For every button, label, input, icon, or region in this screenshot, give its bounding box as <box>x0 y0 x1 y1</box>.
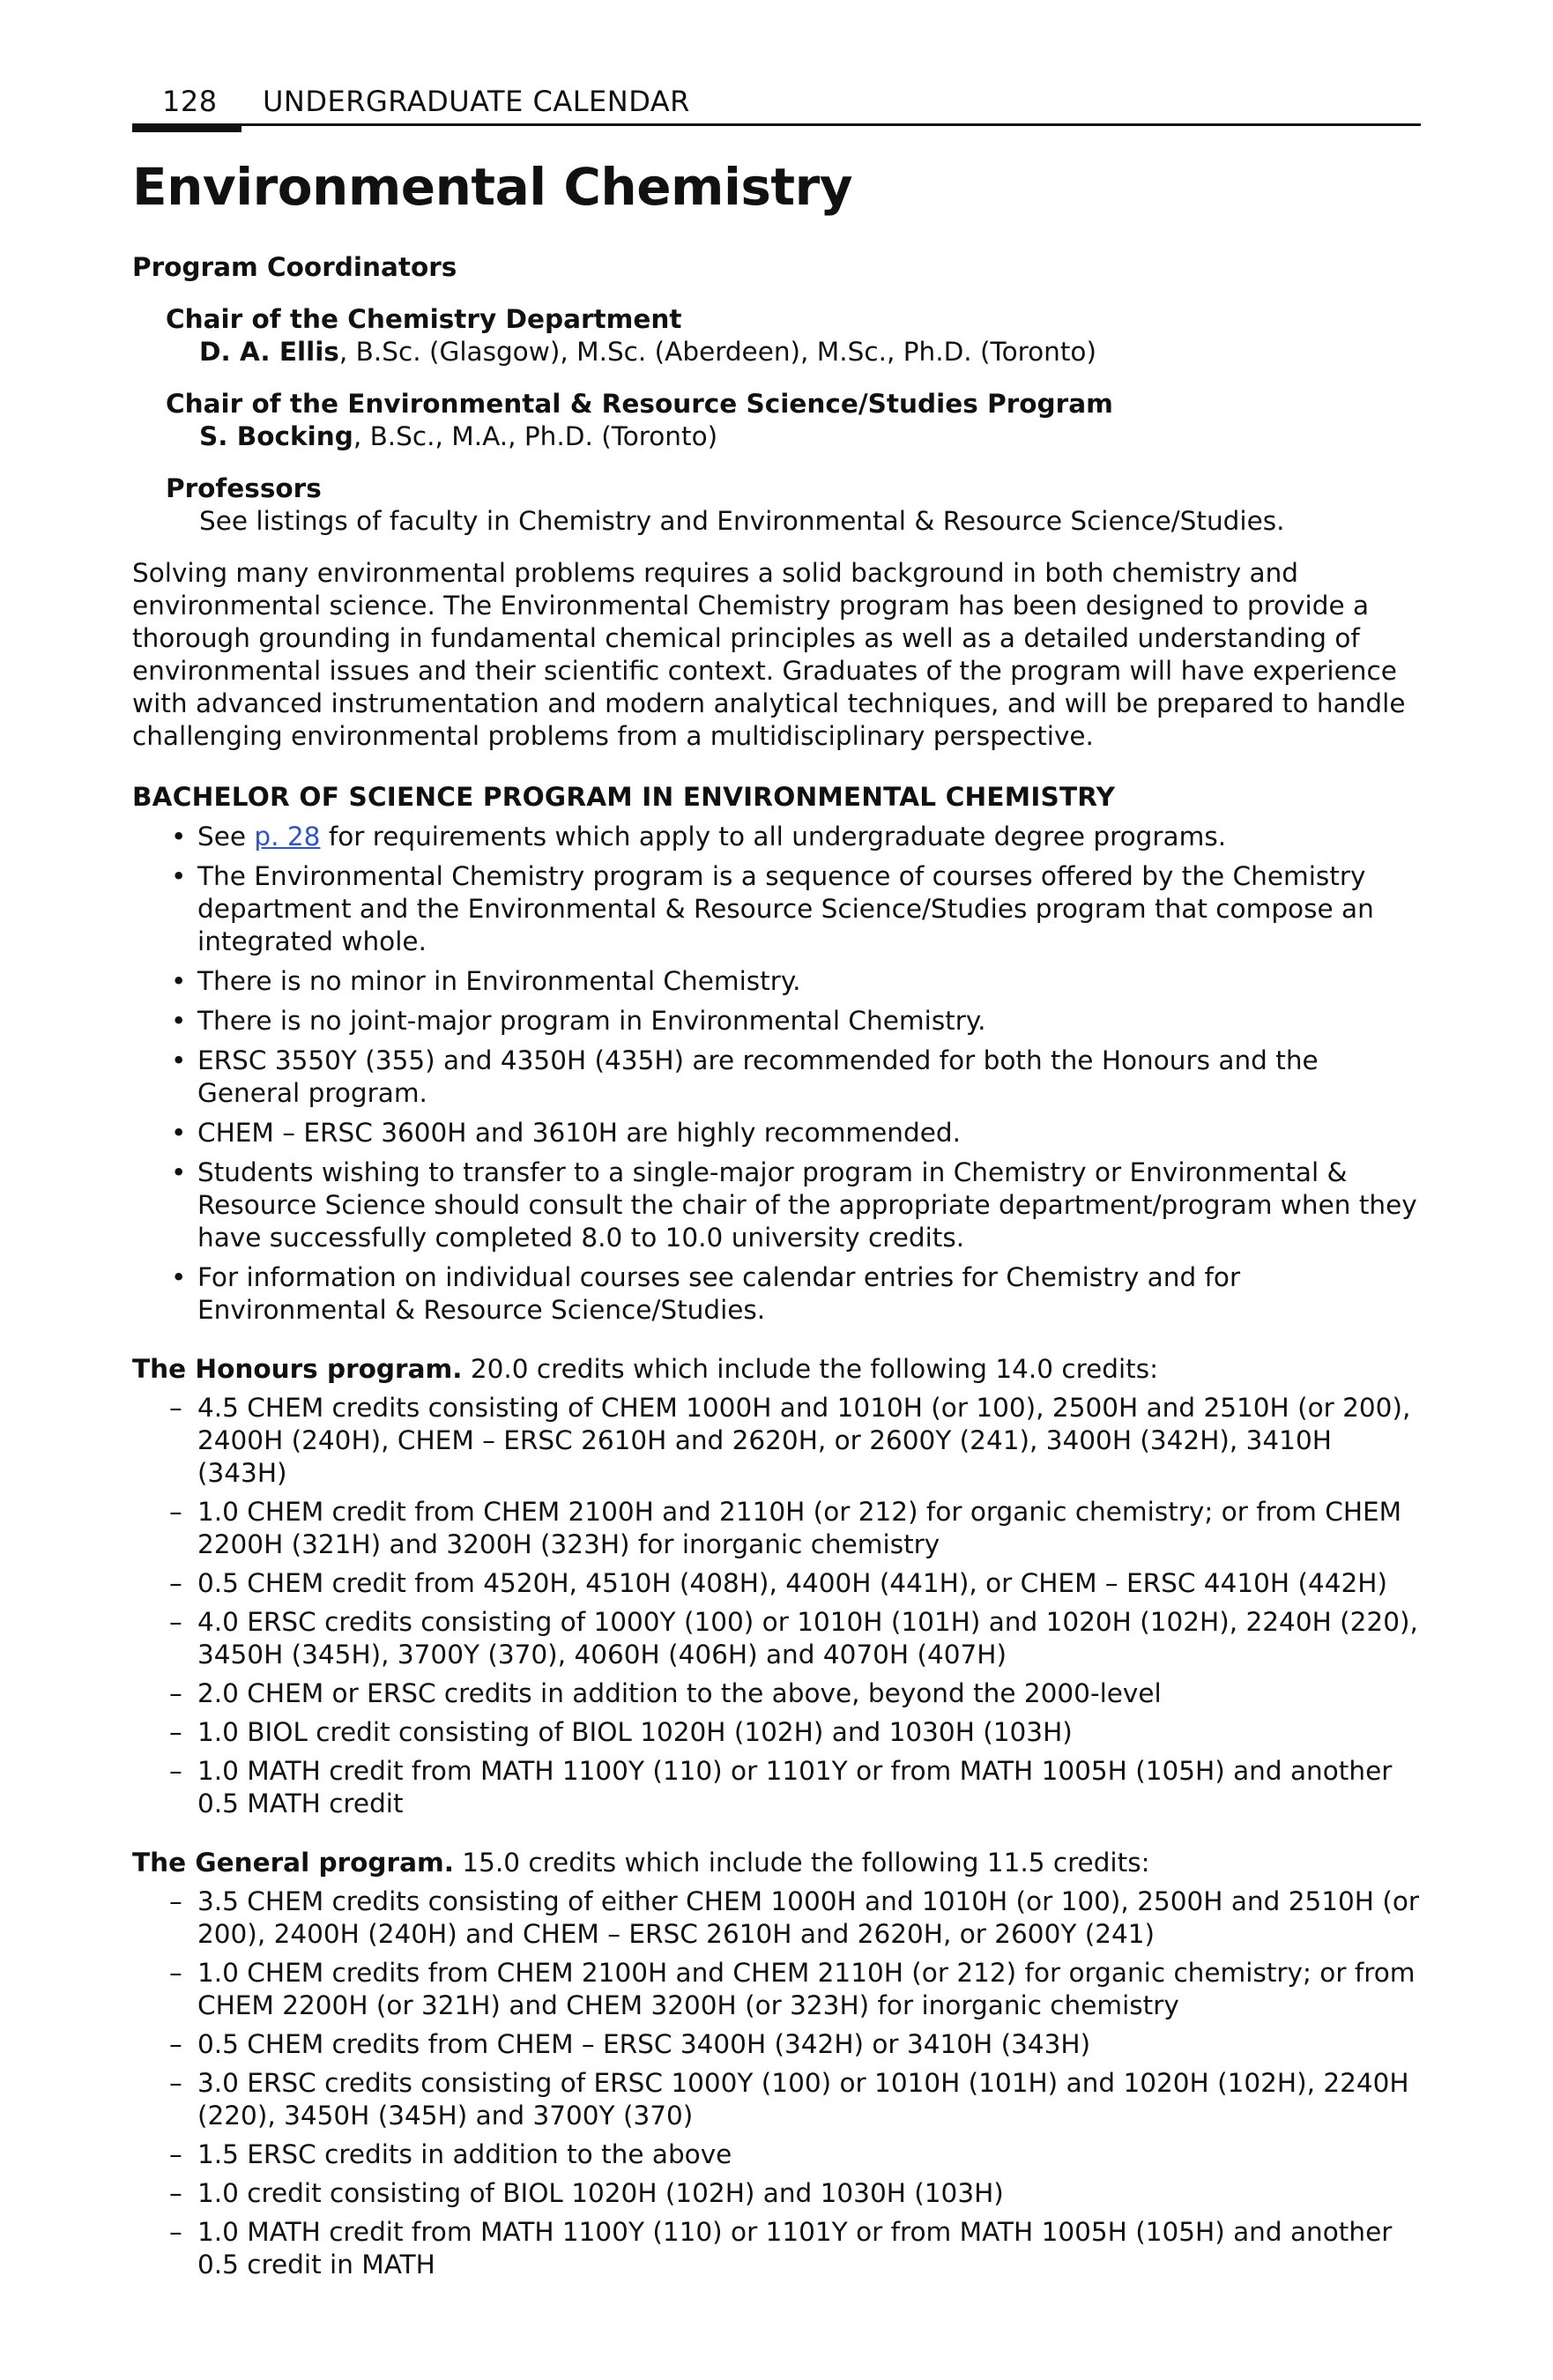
general-summary <box>132 1847 1421 1879</box>
dash-icon: – <box>169 1716 182 1747</box>
requirement-text: 3.5 CHEM credits consisting of either CHEM 1000H and 1010H (or 100), 2500H and 2510H (or 200), 2400H (240H) and CHEM – ERSC 2610H and 2620H, or 2600Y (241) <box>197 1885 1420 1949</box>
page-number: 128 <box>162 85 218 118</box>
bullet-icon: • <box>171 1005 187 1036</box>
requirement-text: 1.0 credit consisting of BIOL 1020H (102H) and 1030H (103H) <box>197 2177 1004 2208</box>
bullet-icon: • <box>171 1261 187 1292</box>
list-item <box>132 821 1421 853</box>
bullet-icon: • <box>171 965 187 996</box>
requirement-text: 1.0 MATH credit from MATH 1100Y (110) or 1101Y or from MATH 1005H (105H) and another 0.5 credit in MATH <box>197 2216 1393 2280</box>
bullet-text: For information on individual courses see calendar entries for Chemistry and for Environmental & Resource Science/Studies. <box>197 1261 1241 1325</box>
bullet-text: Students wishing to transfer to a single-major program in Chemistry or Environmental & Resource Science should consult the chair of the appropriate department/program when they have successfully completed 8.0 to 10.0 university credits. <box>197 1157 1417 1253</box>
list-item <box>132 1496 1421 1561</box>
bullet-text: CHEM – ERSC 3600H and 3610H are highly recommended. <box>197 1117 961 1148</box>
honours-program <box>132 1353 1421 1820</box>
requirement-text: 1.0 BIOL credit consisting of BIOL 1020H (102H) and 1030H (103H) <box>197 1716 1073 1747</box>
running-header <box>132 78 1421 126</box>
coordinator-name: D. A. Ellis <box>199 336 339 367</box>
coordinator-credentials: , B.Sc., M.A., Ph.D. (Toronto) <box>353 420 718 451</box>
dash-icon: – <box>169 2067 182 2098</box>
list-item <box>132 2138 1421 2171</box>
bsc-bullet-list <box>132 821 1421 1327</box>
page-reference-link[interactable]: p. 28 <box>254 821 321 852</box>
bullet-text: for requirements which apply to all undergraduate degree programs. <box>320 821 1227 852</box>
honours-requirement-list <box>132 1392 1421 1820</box>
bullet-text: There is no joint-major program in Environmental Chemistry. <box>197 1005 986 1036</box>
list-item <box>132 2177 1421 2210</box>
list-item <box>132 1392 1421 1490</box>
bsc-heading: BACHELOR OF SCIENCE PROGRAM IN ENVIRONMENTAL CHEMISTRY <box>132 781 1116 812</box>
bullet-icon: • <box>171 1117 187 1148</box>
dash-icon: – <box>169 2177 182 2208</box>
list-item <box>132 1005 1421 1038</box>
coordinator-person <box>199 420 1421 453</box>
list-item <box>132 1261 1421 1327</box>
honours-credits: 20.0 credits which include the following 14.0 credits: <box>462 1353 1159 1384</box>
professors-heading: Professors <box>166 472 322 503</box>
general-title: The General program. <box>132 1847 454 1878</box>
coordinator-role: Chair of the Environmental & Resource Science/Studies Program <box>166 388 1113 419</box>
dash-icon: – <box>169 1677 182 1708</box>
list-item <box>132 1677 1421 1710</box>
calendar-page <box>132 78 1421 2281</box>
list-item <box>132 1885 1421 1951</box>
general-credits: 15.0 credits which include the following 11.5 credits: <box>453 1847 1150 1878</box>
bullet-icon: • <box>171 821 187 852</box>
page-title: Environmental Chemistry <box>132 157 853 217</box>
requirement-text: 3.0 ERSC credits consisting of ERSC 1000Y (100) or 1010H (101H) and 1020H (102H), 2240H (220), 3450H (345H) and 3700Y (370) <box>197 2067 1409 2131</box>
general-requirement-list <box>132 1885 1421 2281</box>
honours-summary <box>132 1353 1421 1386</box>
requirement-text: 4.0 ERSC credits consisting of 1000Y (100) or 1010H (101H) and 1020H (102H), 2240H (220), 3450H (345H), 3700Y (370), 4060H (406H) and 4070H (407H) <box>197 1606 1418 1670</box>
list-item <box>132 1117 1421 1149</box>
list-item <box>132 2028 1421 2061</box>
general-program <box>132 1847 1421 2281</box>
list-item <box>132 1567 1421 1600</box>
bullet-icon: • <box>171 1157 187 1187</box>
bullet-text: There is no minor in Environmental Chemistry. <box>197 965 801 996</box>
bullet-text: ERSC 3550Y (355) and 4350H (435H) are recommended for both the Honours and the General program. <box>197 1045 1319 1108</box>
requirement-text: 0.5 CHEM credit from 4520H, 4510H (408H), 4400H (441H), or CHEM – ERSC 4410H (442H) <box>197 1567 1387 1598</box>
coordinator-name: S. Bocking <box>199 420 353 451</box>
honours-title: The Honours program. <box>132 1353 463 1384</box>
list-item <box>132 1045 1421 1110</box>
coordinator-credentials: , B.Sc. (Glasgow), M.Sc. (Aberdeen), M.Sc., Ph.D. (Toronto) <box>338 336 1096 367</box>
dash-icon: – <box>169 1755 182 1786</box>
professors-text: See listings of faculty in Chemistry and Environmental & Resource Science/Studies. <box>199 505 1285 536</box>
list-item <box>132 1755 1421 1820</box>
page-body <box>132 251 1421 2281</box>
list-item <box>132 965 1421 998</box>
list-item <box>132 1157 1421 1254</box>
list-item <box>132 1957 1421 2022</box>
dash-icon: – <box>169 1957 182 1988</box>
dash-icon: – <box>169 1885 182 1916</box>
header-tab-bar <box>132 123 241 132</box>
bullet-icon: • <box>171 1045 187 1075</box>
dash-icon: – <box>169 1567 182 1598</box>
requirement-text: 0.5 CHEM credits from CHEM – ERSC 3400H (342H) or 3410H (343H) <box>197 2028 1091 2059</box>
bullet-icon: • <box>171 860 187 891</box>
list-item <box>132 1716 1421 1749</box>
dash-icon: – <box>169 2216 182 2247</box>
bullet-text: See <box>197 821 255 852</box>
intro-paragraph: Solving many environmental problems requires a solid background in both chemistry and environmental science. The Environmental Chemistry program has been designed to provide a thorough grounding in fundamental chemical principles as well as a detailed understanding of environmental issues and their scientific context. Graduates of the program will have experience with advanced instrumentation and modern analytical techniques, and will be prepared to handle challenging environmental problems from a multidisciplinary perspective. <box>132 557 1406 751</box>
dash-icon: – <box>169 1606 182 1637</box>
requirement-text: 1.5 ERSC credits in addition to the above <box>197 2138 732 2169</box>
dash-icon: – <box>169 1496 182 1527</box>
coordinator-role: Chair of the Chemistry Department <box>166 303 682 334</box>
requirement-text: 1.0 CHEM credits from CHEM 2100H and CHEM 2110H (or 212) for organic chemistry; or from CHEM 2200H (or 321H) and CHEM 3200H (or 323H) for inorganic chemistry <box>197 1957 1416 2020</box>
coordinator-person <box>199 336 1421 368</box>
list-item <box>132 2216 1421 2281</box>
dash-icon: – <box>169 2138 182 2169</box>
requirement-text: 4.5 CHEM credits consisting of CHEM 1000H and 1010H (or 100), 2500H and 2510H (or 200), 2400H (240H), CHEM – ERSC 2610H and 2620H, or 2600Y (241), 3400H (342H), 3410H (343H) <box>197 1392 1411 1488</box>
coordinators-heading: Program Coordinators <box>132 251 457 282</box>
dash-icon: – <box>169 2028 182 2059</box>
dash-icon: – <box>169 1392 182 1423</box>
list-item <box>132 1606 1421 1671</box>
list-item <box>132 2067 1421 2132</box>
bullet-text: The Environmental Chemistry program is a sequence of courses offered by the Chemistry department and the Environmental & Resource Science/Studies program that compose an integrated whole. <box>197 860 1374 956</box>
running-title: UNDERGRADUATE CALENDAR <box>263 85 690 118</box>
requirement-text: 1.0 CHEM credit from CHEM 2100H and 2110H (or 212) for organic chemistry; or from CHEM 2200H (321H) and 3200H (323H) for inorganic chemistry <box>197 1496 1402 1559</box>
coordinators-list <box>166 303 1421 538</box>
requirement-text: 2.0 CHEM or ERSC credits in addition to the above, beyond the 2000-level <box>197 1677 1162 1708</box>
list-item <box>132 860 1421 958</box>
requirement-text: 1.0 MATH credit from MATH 1100Y (110) or 1101Y or from MATH 1005H (105H) and another 0.5 MATH credit <box>197 1755 1393 1818</box>
